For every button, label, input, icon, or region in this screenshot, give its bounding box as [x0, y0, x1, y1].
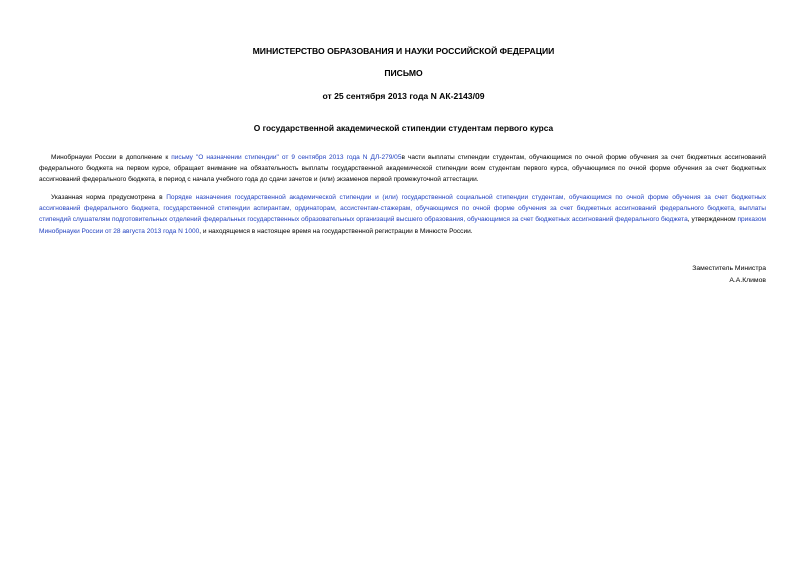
- signatory-position: Заместитель Министра: [692, 265, 766, 272]
- paragraph-text: в части выплаты стипендии студентам, обучающимся по очной форме обучения за счет бюджетных ассигнований федерального бюджета на первом курсе, обращает внимание на обязательность выплаты государственной академической стипендии всем студентам первого курса, обучающимся по очной форме обучения за счет бюджетных ассигнований федерального бюджета, в период с начала учебного года до сдачи зачетов и (или) экзаменов первой промежуточной аттестации.: [39, 154, 766, 184]
- body-paragraph-1: [39, 152, 766, 186]
- paragraph-text: Минобрнауки России в дополнение к: [51, 154, 172, 161]
- paragraph-text: Указанная норма предусмотрена в: [51, 194, 167, 201]
- procedure-reference-link[interactable]: Порядке назначения государственной академической стипендии и (или) государственной социальной стипендии студентам, обучающимся по очной форме обучения за счет бюджетных ассигнований федерального бюджета, государственной стипендии аспирантам, ординаторам, ассистентам-стажерам, обучающимся по очной форме обучения за счет бюджетных ассигнований федерального бюджета, выплаты стипендий слушателям подготовительных отделений федеральных государственных образовательных организаций высшего образования, обучающимся за счет бюджетных ассигнований федерального бюджета: [39, 194, 766, 224]
- document-type-heading: ПИСЬМО: [384, 68, 423, 78]
- paragraph-text: , утвержденном: [687, 216, 738, 224]
- signatory-name: А.А.Климов: [729, 277, 766, 284]
- letter-reference-link[interactable]: письму "О назначении стипендии" от 9 сентября 2013 года N ДЛ-279/05: [171, 154, 402, 161]
- order-reference-link[interactable]: приказом Минобрнауки России от 28 августа 2013 года N 1000: [39, 216, 766, 235]
- paragraph-text: , и находящемся в настоящее время на государственной регистрации в Минюсте России.: [199, 227, 473, 235]
- ministry-heading: МИНИСТЕРСТВО ОБРАЗОВАНИЯ И НАУКИ РОССИЙСКОЙ ФЕДЕРАЦИИ: [252, 46, 555, 56]
- date-number-heading: от 25 сентября 2013 года N АК-2143/09: [322, 91, 485, 101]
- body-paragraph-2: [39, 192, 766, 237]
- subject-heading: О государственной академической стипендии студентам первого курса: [253, 123, 554, 133]
